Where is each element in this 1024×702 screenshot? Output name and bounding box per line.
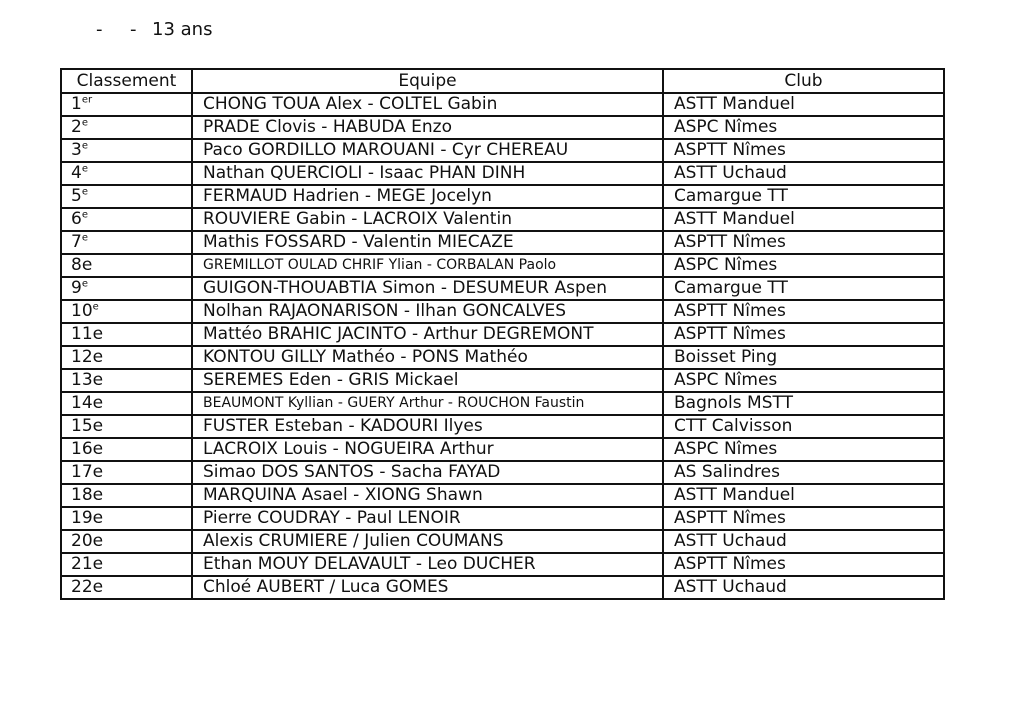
team-cell: GUIGON-THOUABTIA Simon - DESUMEUR Aspen bbox=[192, 277, 663, 300]
rank-number: 5 bbox=[71, 186, 82, 206]
rank-cell bbox=[61, 323, 192, 346]
club-cell: ASPTT Nîmes bbox=[663, 231, 944, 254]
rank-cell bbox=[61, 461, 192, 484]
rank-number: 13e bbox=[71, 370, 104, 390]
team-cell: Mathis FOSSARD - Valentin MIECAZE bbox=[192, 231, 663, 254]
team-cell: LACROIX Louis - NOGUEIRA Arthur bbox=[192, 438, 663, 461]
club-cell: ASPTT Nîmes bbox=[663, 507, 944, 530]
rank-cell bbox=[61, 116, 192, 139]
team-cell: BEAUMONT Kyllian - GUERY Arthur - ROUCHON Faustin bbox=[192, 392, 663, 415]
table-row bbox=[61, 461, 944, 484]
ranking-table bbox=[60, 68, 945, 600]
club-cell: Bagnols MSTT bbox=[663, 392, 944, 415]
header-rank: Classement bbox=[61, 69, 192, 93]
team-cell: Paco GORDILLO MAROUANI - Cyr CHEREAU bbox=[192, 139, 663, 162]
table-row bbox=[61, 530, 944, 553]
rank-cell bbox=[61, 93, 192, 116]
team-cell: MARQUINA Asael - XIONG Shawn bbox=[192, 484, 663, 507]
table-row bbox=[61, 231, 944, 254]
club-cell: CTT Calvisson bbox=[663, 415, 944, 438]
table-row bbox=[61, 254, 944, 277]
rank-cell bbox=[61, 484, 192, 507]
table-row bbox=[61, 484, 944, 507]
heading-dash-2: - bbox=[130, 19, 137, 40]
rank-number: 15e bbox=[71, 416, 104, 436]
table-row bbox=[61, 93, 944, 116]
club-cell: Camargue TT bbox=[663, 277, 944, 300]
heading-dash-1: - bbox=[96, 19, 103, 40]
table-row bbox=[61, 162, 944, 185]
rank-cell bbox=[61, 346, 192, 369]
rank-number: 21e bbox=[71, 554, 104, 574]
rank-number: 4 bbox=[71, 163, 82, 183]
rank-suffix: e bbox=[81, 140, 88, 152]
club-cell: ASPTT Nîmes bbox=[663, 323, 944, 346]
club-cell: ASTT Uchaud bbox=[663, 576, 944, 599]
table-row bbox=[61, 392, 944, 415]
header-club: Club bbox=[663, 69, 944, 93]
club-cell: Boisset Ping bbox=[663, 346, 944, 369]
rank-suffix: er bbox=[81, 94, 93, 106]
table-row bbox=[61, 415, 944, 438]
rank-suffix: e bbox=[81, 163, 88, 175]
rank-suffix: e bbox=[81, 278, 88, 290]
rank-number: 2 bbox=[71, 117, 82, 137]
table-row bbox=[61, 438, 944, 461]
team-cell: Nathan QUERCIOLI - Isaac PHAN DINH bbox=[192, 162, 663, 185]
table-row bbox=[61, 208, 944, 231]
table-row bbox=[61, 300, 944, 323]
table-row bbox=[61, 576, 944, 599]
rank-number: 8e bbox=[71, 255, 93, 275]
team-cell: Mattéo BRAHIC JACINTO - Arthur DEGREMONT bbox=[192, 323, 663, 346]
club-cell: ASPTT Nîmes bbox=[663, 553, 944, 576]
rank-cell bbox=[61, 553, 192, 576]
team-cell: FUSTER Esteban - KADOURI Ilyes bbox=[192, 415, 663, 438]
rank-number: 17e bbox=[71, 462, 104, 482]
table-row bbox=[61, 346, 944, 369]
rank-suffix: e bbox=[81, 186, 88, 198]
rank-cell bbox=[61, 254, 192, 277]
team-cell: Chloé AUBERT / Luca GOMES bbox=[192, 576, 663, 599]
rank-suffix: e bbox=[81, 117, 88, 129]
club-cell: ASPTT Nîmes bbox=[663, 139, 944, 162]
team-cell: CHONG TOUA Alex - COLTEL Gabin bbox=[192, 93, 663, 116]
club-cell: ASTT Manduel bbox=[663, 93, 944, 116]
team-cell: Simao DOS SANTOS - Sacha FAYAD bbox=[192, 461, 663, 484]
rank-number: 10 bbox=[71, 301, 93, 321]
club-cell: ASPTT Nîmes bbox=[663, 300, 944, 323]
rank-number: 20e bbox=[71, 531, 104, 551]
rank-number: 14e bbox=[71, 393, 104, 413]
rank-cell bbox=[61, 369, 192, 392]
club-cell: Camargue TT bbox=[663, 185, 944, 208]
team-cell: SEREMES Eden - GRIS Mickael bbox=[192, 369, 663, 392]
table-row bbox=[61, 369, 944, 392]
category-label: 13 ans bbox=[152, 19, 213, 40]
team-cell: Pierre COUDRAY - Paul LENOIR bbox=[192, 507, 663, 530]
team-cell: KONTOU GILLY Mathéo - PONS Mathéo bbox=[192, 346, 663, 369]
team-cell: Ethan MOUY DELAVAULT - Leo DUCHER bbox=[192, 553, 663, 576]
table-row bbox=[61, 139, 944, 162]
rank-cell bbox=[61, 162, 192, 185]
club-cell: ASPC Nîmes bbox=[663, 369, 944, 392]
team-cell: GREMILLOT OULAD CHRIF Ylian - CORBALAN Paolo bbox=[192, 254, 663, 277]
team-cell: FERMAUD Hadrien - MEGE Jocelyn bbox=[192, 185, 663, 208]
rank-cell bbox=[61, 576, 192, 599]
rank-number: 7 bbox=[71, 232, 82, 252]
table-row bbox=[61, 323, 944, 346]
team-cell: ROUVIERE Gabin - LACROIX Valentin bbox=[192, 208, 663, 231]
rank-cell bbox=[61, 300, 192, 323]
table-row bbox=[61, 185, 944, 208]
rank-number: 3 bbox=[71, 140, 82, 160]
club-cell: ASTT Uchaud bbox=[663, 530, 944, 553]
team-cell: PRADE Clovis - HABUDA Enzo bbox=[192, 116, 663, 139]
rank-cell bbox=[61, 438, 192, 461]
club-cell: ASTT Manduel bbox=[663, 484, 944, 507]
rank-number: 6 bbox=[71, 209, 82, 229]
table-row bbox=[61, 507, 944, 530]
table-header-row bbox=[61, 69, 944, 93]
rank-cell bbox=[61, 139, 192, 162]
table-row bbox=[61, 116, 944, 139]
rank-number: 22e bbox=[71, 577, 104, 597]
rank-cell bbox=[61, 415, 192, 438]
rank-number: 1 bbox=[71, 94, 82, 114]
team-cell: Nolhan RAJAONARISON - Ilhan GONCALVES bbox=[192, 300, 663, 323]
ranking-body bbox=[61, 93, 944, 599]
club-cell: ASTT Uchaud bbox=[663, 162, 944, 185]
rank-number: 19e bbox=[71, 508, 104, 528]
rank-cell bbox=[61, 507, 192, 530]
table-row bbox=[61, 553, 944, 576]
rank-suffix: e bbox=[81, 209, 88, 221]
rank-number: 11e bbox=[71, 324, 104, 344]
club-cell: ASTT Manduel bbox=[663, 208, 944, 231]
team-cell: Alexis CRUMIERE / Julien COUMANS bbox=[192, 530, 663, 553]
rank-cell bbox=[61, 277, 192, 300]
rank-suffix: e bbox=[92, 301, 99, 313]
club-cell: ASPC Nîmes bbox=[663, 254, 944, 277]
club-cell: ASPC Nîmes bbox=[663, 438, 944, 461]
club-cell: ASPC Nîmes bbox=[663, 116, 944, 139]
rank-number: 16e bbox=[71, 439, 104, 459]
rank-cell bbox=[61, 185, 192, 208]
rank-cell bbox=[61, 392, 192, 415]
header-team: Equipe bbox=[192, 69, 663, 93]
rank-cell bbox=[61, 208, 192, 231]
rank-number: 9 bbox=[71, 278, 82, 298]
table-row bbox=[61, 277, 944, 300]
club-cell: AS Salindres bbox=[663, 461, 944, 484]
rank-cell bbox=[61, 530, 192, 553]
category-heading bbox=[96, 18, 212, 42]
rank-number: 18e bbox=[71, 485, 104, 505]
rank-suffix: e bbox=[81, 232, 88, 244]
rank-number: 12e bbox=[71, 347, 104, 367]
rank-cell bbox=[61, 231, 192, 254]
